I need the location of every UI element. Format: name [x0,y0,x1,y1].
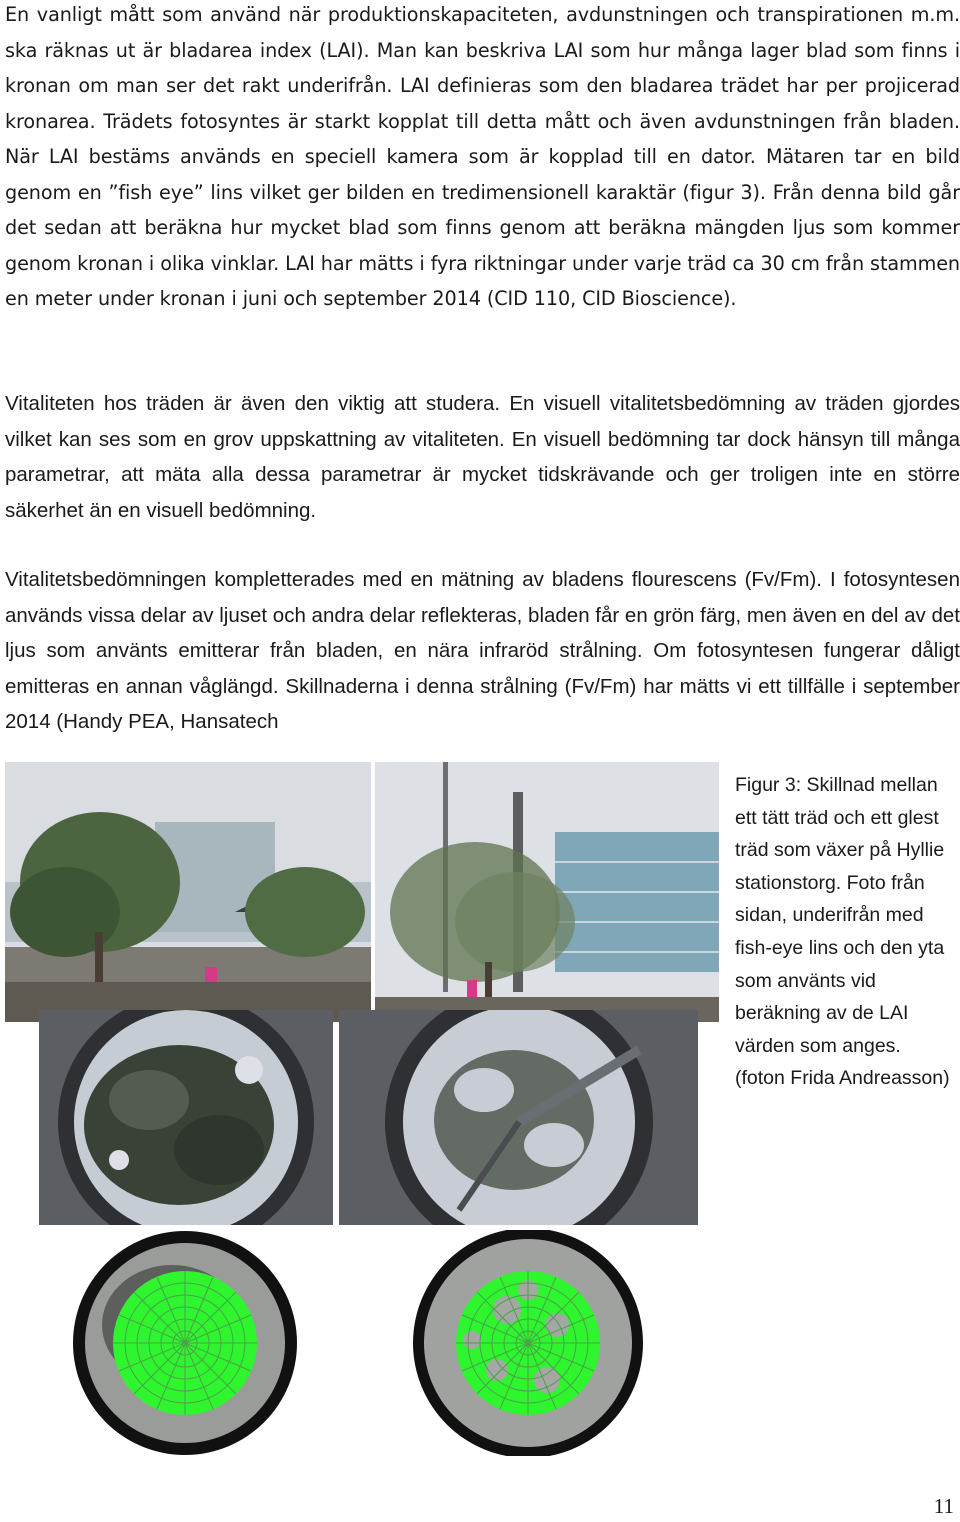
figure-caption: Figur 3: Skillnad mellan ett tätt träd och ett glest träd som växer på Hyllie stationstorg. Foto från sidan, underifrån med fish-eye lins och den yta som använts vid beräkning av de LAI värden som anges. (foton Frida Andreasson) [735,774,950,1090]
page-number: 11 [933,1494,954,1518]
lai-overlay-sparse [397,1230,659,1456]
photo-sparse-tree-fisheye [339,1010,698,1225]
paragraph-fluorescence: Vitalitetsbedömningen kompletterades med en mätning av bladens flourescens (Fv/Fm). I fotosyntesen används vissa delar av ljuset och andra delar reflekteras, bladen får en grön färg, men även en del av det ljus som använts emitterar från bladen, en nära infraröd strålning. Om fotosyntesen fungerar dåligt emitteras en annan våglängd. Skillnaderna i denna strålning (Fv/Fm) har mätts vi ett tillfälle i september 2014 (Handy PEA, Hansatech [5,568,960,733]
photo-dense-tree-side [5,762,371,1022]
paragraph-lai: En vanligt mått som använd när produktionskapaciteten, avdunstningen och transpirationen m.m. ska räknas ut är bladarea index (LAI). Man kan beskriva LAI som hur många lager blad som finns i kronan om man ser det rakt underifrån. LAI definieras som den bladarea trädet har per projicerad kronarea. Trädets fotosyntes är starkt kopplat till detta mått och även avdunstningen från bladen. När LAI bestäms används en speciell kamera som är kopplad till en dator. Mätaren tar en bild genom en ”fish eye” lins vilket ger bilden en tredimensionell karaktär (figur 3). Från denna bild går det sedan att beräkna hur mycket blad som finns genom att beräkna mängden ljus som kommer genom kronan i olika vinklar. LAI har mätts i fyra riktningar under varje träd ca 30 cm från stammen en meter under kronan i juni och september 2014 (CID 110, CID Bioscience). [5,3,960,310]
photo-dense-tree-fisheye [39,1010,333,1225]
paragraph-vitality: Vitaliteten hos träden är även den viktig att studera. En visuell vitalitetsbedömning av träden gjordes vilket kan ses som en grov uppskattning av vitaliteten. En visuell bedömning tar dock hänsyn till många parametrar, att mäta alla dessa parametrar är mycket tidskrävande och ger troligen inte en större säkerhet än en visuell bedömning. [5,392,960,522]
lai-overlay-dense [72,1230,298,1456]
photo-sparse-tree-side [375,762,719,1022]
